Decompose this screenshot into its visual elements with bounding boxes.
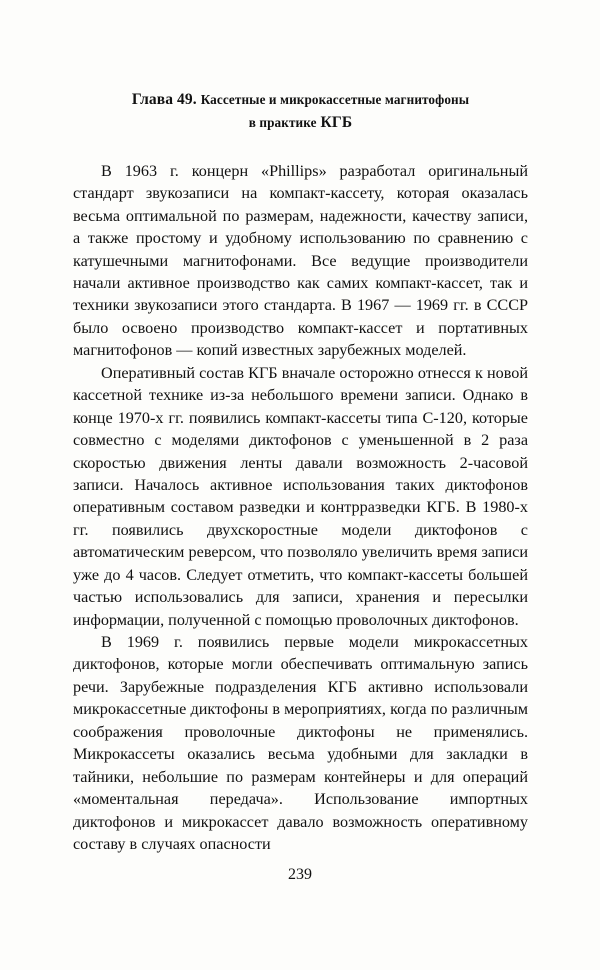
- paragraph: В 1969 г. появились первые модели микрокассетных диктофонов, которые могли обеспечивать оптимальную запись речи. Зарубежные подразделения КГБ активно использовали микрокассетные диктофоны в мероприятиях, когда по различным соображения проволочные диктофоны не применялись. Микрокассеты оказались весьма удобными для закладки в тайники, небольшие по размерам контейнеры и для операций «моментальная передача». Использование импортных диктофонов и микрокассет давало возможность оперативному составу в случаях опасности: [73, 633, 528, 853]
- chapter-title-line1: Кассетные и микрокассетные магнитофоны: [200, 92, 470, 107]
- chapter-number: Глава 49.: [131, 91, 197, 108]
- paragraph: Оперативный состав КГБ вначале осторожно отнесся к новой кассетной технике из-за небольшого времени записи. Однако в конце 1970-х гг. появились компакт-кассеты типа С-120, которые совместно с моделями диктофонов с уменьшенной в 2 раза скоростью движения ленты давали возможность 2-часовой записи. Началось активное использования таких диктофонов оперативным составом разведки и контрразведки КГБ. В 1980-х гг. появились двухскоростные модели диктофонов с автоматическим реверсом, что позволяло увеличить время записи уже до 4 часов. Следует отметить, что компакт-кассеты большей частью использовались для записи, хранения и пересылки информации, полученной с помощью проволочных диктофонов.: [73, 363, 528, 629]
- chapter-title-acronym: КГБ: [320, 113, 353, 131]
- paragraph: В 1963 г. концерн «Phillips» разработал оригинальный стандарт звукозаписи на компакт-кассету, которая оказалась весьма оптимальной по размерам, надежности, качеству записи, а также простому и удобному использованию по сравнению с катушечными магнитофонами. Все ведущие производители начали активное производство как самих компакт-кассет, так и техники звукозаписи этого стандарта. В 1967 — 1969 гг. в СССР было освоено производство компакт-кассет и портативных магнитофонов — копий известных зарубежных моделей.: [73, 161, 528, 360]
- chapter-heading: [73, 90, 528, 134]
- chapter-title-line2-prefix: в практике: [248, 114, 317, 130]
- page-number: 239: [288, 866, 312, 883]
- page-content: [73, 90, 528, 855]
- chapter-title-line2: [73, 113, 528, 134]
